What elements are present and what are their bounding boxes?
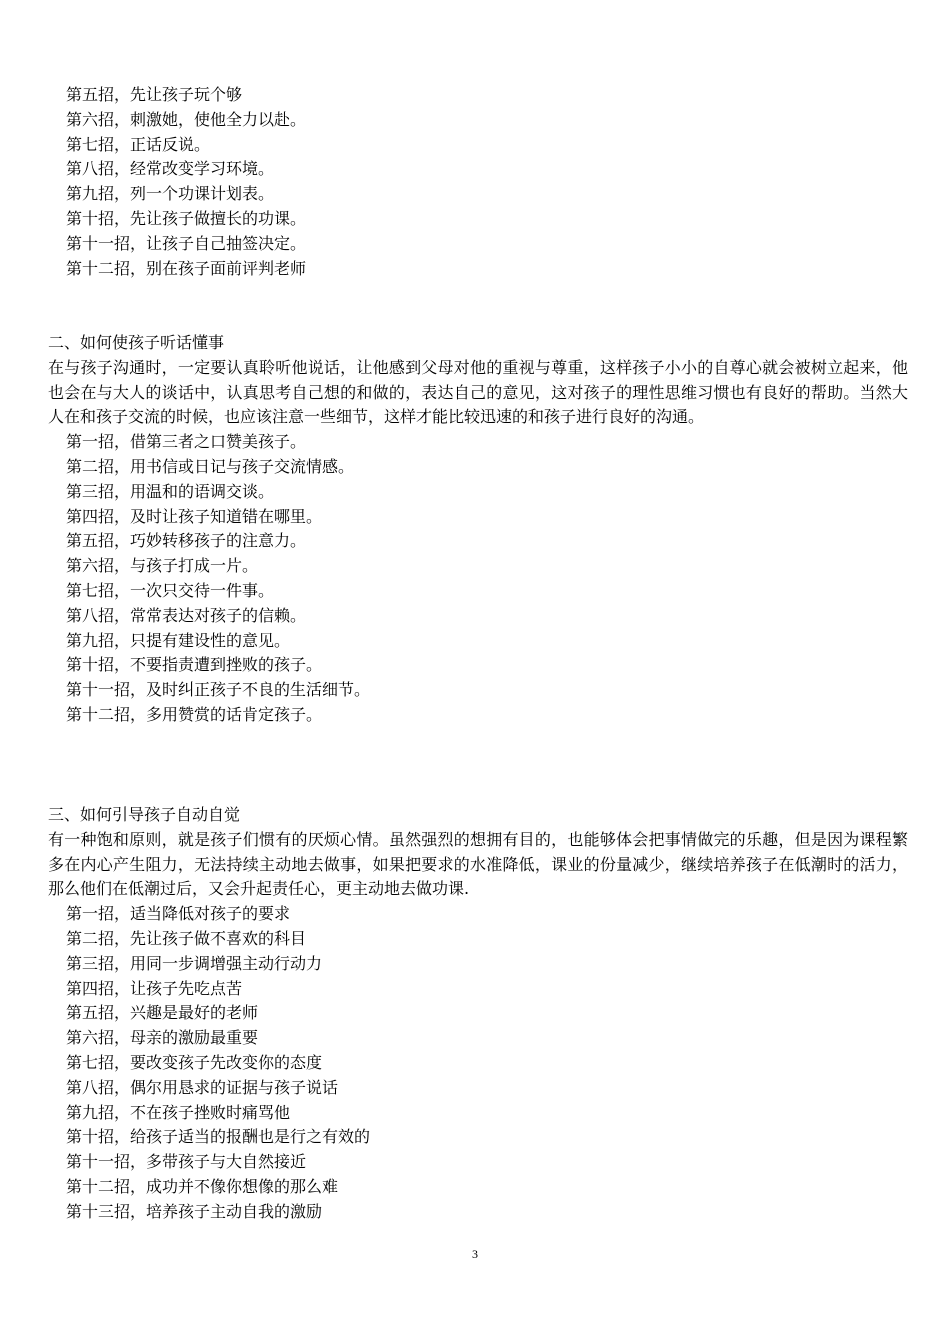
list-item: 第一招，适当降低对孩子的要求 — [66, 904, 291, 924]
list-item: 第六招，与孩子打成一片。 — [66, 556, 259, 576]
list-item: 第六招，母亲的激励最重要 — [66, 1028, 259, 1048]
list-item: 第十二招，别在孩子面前评判老师 — [66, 258, 307, 278]
list-item: 第十三招，培养孩子主动自我的激励 — [66, 1201, 323, 1221]
list-item: 第二招，先让孩子做不喜欢的科目 — [66, 928, 307, 948]
list-item: 第五招，兴趣是最好的老师 — [66, 1003, 259, 1023]
list-item: 第十一招，及时纠正孩子不良的生活细节。 — [66, 680, 371, 700]
list-item: 第二招，用书信或日记与孩子交流情感。 — [66, 456, 355, 476]
list-item: 第九招，不在孩子挫败时痛骂他 — [66, 1102, 291, 1122]
top-tips-list — [48, 83, 908, 281]
list-item: 第三招，用同一步调增强主动行动力 — [66, 953, 323, 973]
list-item: 第十二招，成功并不像你想像的那么难 — [66, 1176, 339, 1196]
section-heading: 二、如何使孩子听话懂事 — [48, 333, 225, 352]
list-item: 第十一招，多带孩子与大自然接近 — [66, 1152, 307, 1172]
list-item: 第十招，不要指责遭到挫败的孩子。 — [66, 655, 323, 675]
list-item: 第六招，刺激她，使他全力以赴。 — [66, 109, 307, 129]
list-item: 第十一招，让孩子自己抽签决定。 — [66, 233, 307, 253]
list-item: 第七招，正话反说。 — [66, 134, 211, 154]
list-item: 第十二招，多用赞赏的话肯定孩子。 — [66, 704, 323, 724]
section-self-motivation — [48, 803, 908, 1225]
list-item: 第一招，借第三者之口赞美孩子。 — [66, 432, 307, 452]
list-item: 第七招，一次只交待一件事。 — [66, 580, 275, 600]
list-item: 第九招，列一个功课计划表。 — [66, 184, 275, 204]
list-item: 第四招，及时让孩子知道错在哪里。 — [66, 506, 323, 526]
list-item: 第四招，让孩子先吃点苦 — [66, 978, 243, 998]
list-item: 第八招，经常改变学习环境。 — [66, 159, 275, 179]
page-number: 3 — [472, 1247, 478, 1261]
list-item: 第五招，先让孩子玩个够 — [66, 85, 243, 104]
list-item: 第十招，先让孩子做擅长的功课。 — [66, 208, 307, 228]
section-paragraph: 有一种饱和原则，就是孩子们惯有的厌烦心情。虽然强烈的想拥有目的，也能够体会把事情做完的乐趣，但是因为课程繁多在内心产生阻力，无法持续主动地去做事，如果把要求的水准降低，课业的份量减少，继续培养孩子在低潮时的活力，那么他们在低潮过后，又会升起责任心，更主动地去做功课. — [48, 829, 908, 899]
list-item: 第九招，只提有建设性的意见。 — [66, 630, 291, 650]
list-item: 第八招，偶尔用恳求的证据与孩子说话 — [66, 1077, 339, 1097]
list-item: 第八招，常常表达对孩子的信赖。 — [66, 605, 307, 625]
section-heading: 三、如何引导孩子自动自觉 — [48, 805, 241, 824]
section-paragraph: 在与孩子沟通时，一定要认真聆听他说话，让他感到父母对他的重视与尊重，这样孩子小小的自尊心就会被树立起来，他也会在与大人的谈话中，认真思考自己想的和做的，表达自己的意见，这对孩子的理性思维习惯也有良好的帮助。当然大人在和孩子交流的时候，也应该注意一些细节，这样才能比较迅速的和孩子进行良好的沟通。 — [48, 357, 908, 427]
list-item: 第十招，给孩子适当的报酬也是行之有效的 — [66, 1127, 371, 1147]
list-item: 第七招，要改变孩子先改变你的态度 — [66, 1052, 323, 1072]
list-item: 第五招，巧妙转移孩子的注意力。 — [66, 531, 307, 551]
section-obedience — [48, 331, 908, 728]
list-item: 第三招，用温和的语调交谈。 — [66, 481, 275, 501]
